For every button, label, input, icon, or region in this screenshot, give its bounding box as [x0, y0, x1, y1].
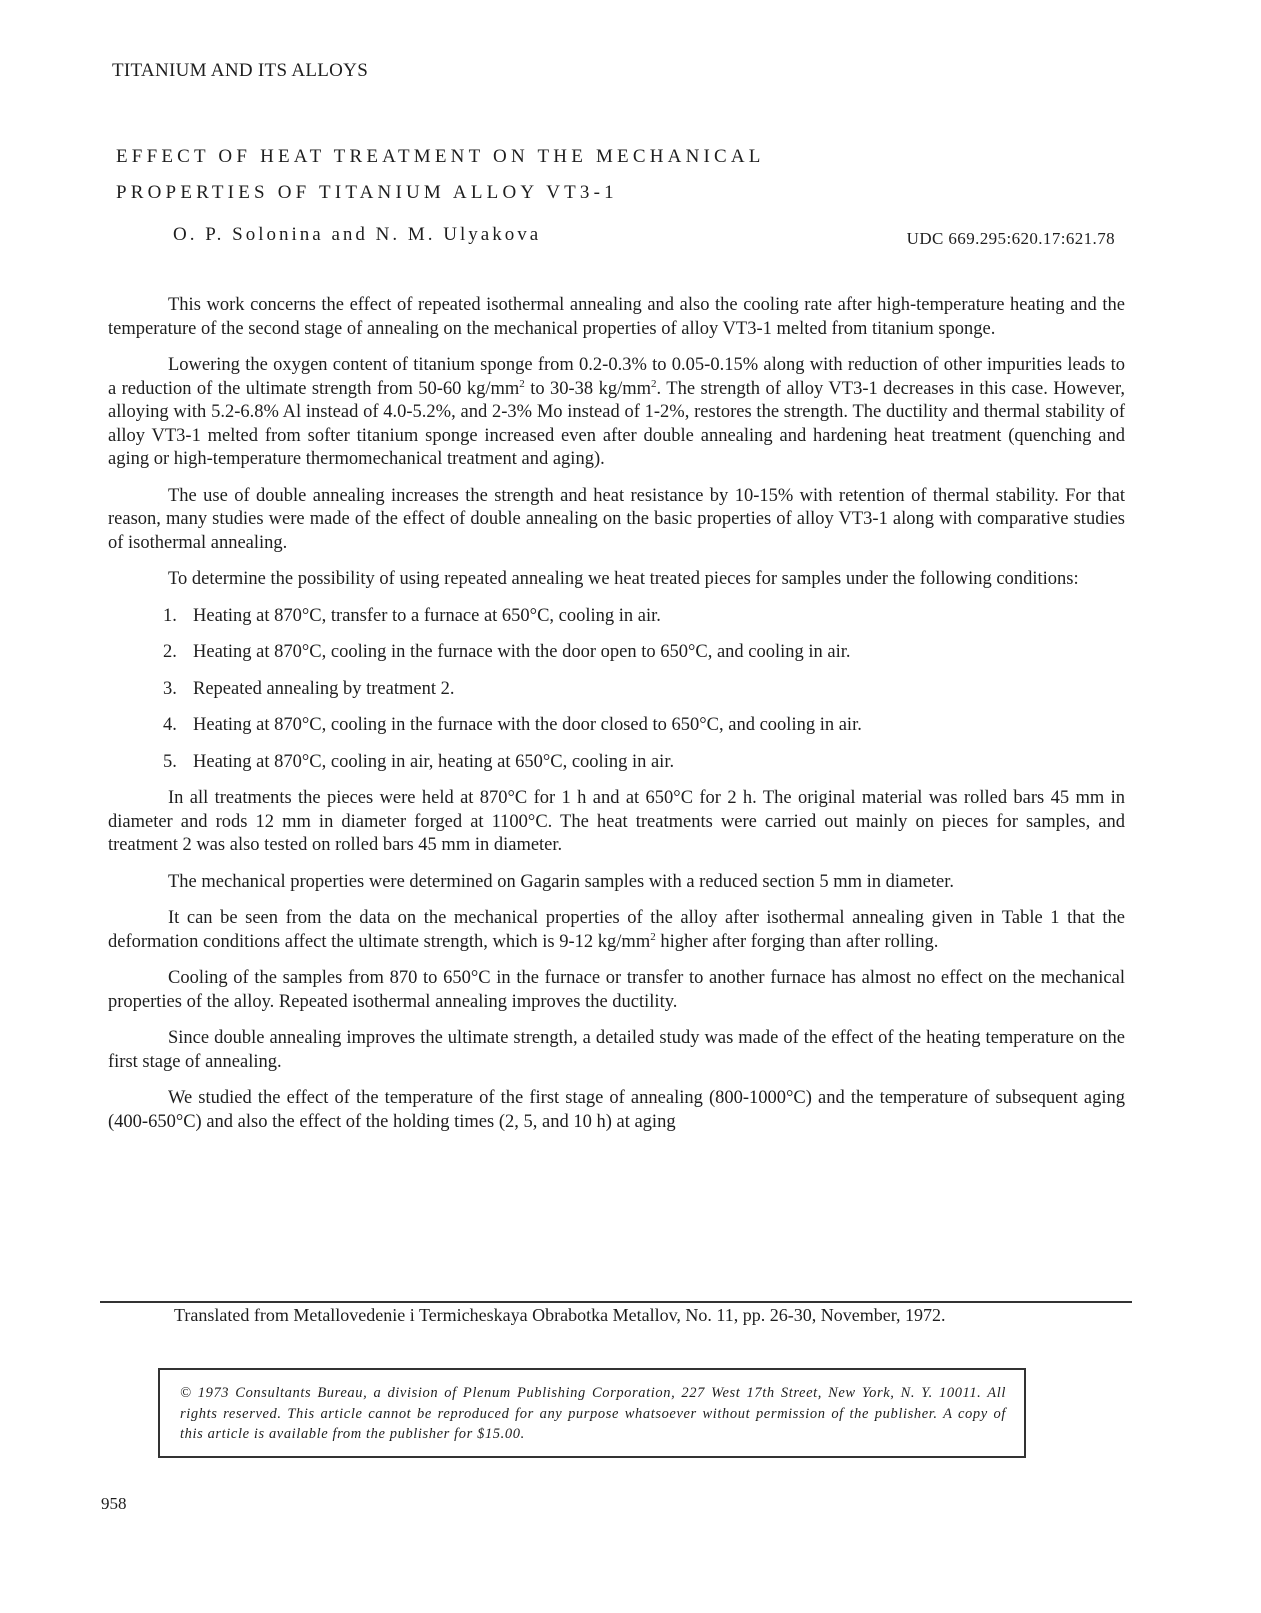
paragraph-4: To determine the possibility of using repeated annealing we heat treated pieces for samples under the following conditions:	[168, 569, 1079, 589]
paragraph-3: The use of double annealing increases the strength and heat resistance by 10-15% with retention of thermal stability. For that reason, many studies were made of the effect of double annealing on the basic properties of alloy VT3-1 along with comparative studies of isothermal annealing.	[108, 485, 1125, 553]
list-item-text: Heating at 870°C, cooling in the furnace with the door open to 650°C, and cooling in air.	[193, 642, 851, 662]
paragraph-5: In all treatments the pieces were held at 870°C for 1 h and at 650°C for 2 h. The original material was rolled bars 45 mm in diameter and rods 12 mm in diameter forged at 1100°C. The heat treatments were carried out mainly on pieces for samples, and treatment 2 was also tested on rolled bars 45 mm in diameter.	[108, 788, 1125, 855]
list-item	[163, 641, 1125, 665]
paragraph-2-part-c: . The strength of alloy VT3-1 decreases in this case. However, alloying with 5.2-6.8% Al instead of 4.0-5.2%, and 2-3% Mo instead of 1-2%, restores the strength. The ductility and thermal stability of alloy VT3-1 melted from softer titanium sponge increased even after double annealing and hardening heat treatment (quenching and aging or high-temperature thermomechanical treatment and aging).	[108, 378, 1125, 469]
paragraph-2-part-b: to 30-38 kg/mm	[524, 378, 652, 399]
paragraph-2	[108, 354, 1125, 472]
paragraph-2-part-a: Lowering the oxygen content of titanium sponge from 0.2-0.3% to 0.05-0.15% along with reduction of other impurities leads to a reduction of the ultimate strength from 50-60 kg/mm	[108, 355, 1125, 399]
superscript: 2	[519, 377, 525, 390]
copyright-notice: © 1973 Consultants Bureau, a division of Plenum Publishing Corporation, 227 West 17th Street, New York, N. Y. 10011. All rights reserved. This article cannot be reproduced for any purpose whatsoever without permission of the publisher. A copy of this article is available from the publisher for $15.00.	[158, 1368, 1026, 1458]
list-item	[163, 605, 1125, 629]
article-title-line-1: EFFECT OF HEAT TREATMENT ON THE MECHANICAL	[116, 146, 765, 167]
article-authors: O. P. Solonina and N. M. Ulyakova	[173, 224, 542, 245]
list-item	[163, 751, 1125, 775]
list-item-number: 5.	[163, 751, 177, 772]
page-number: 958	[101, 1494, 127, 1513]
paragraph-1: This work concerns the effect of repeated isothermal annealing and also the cooling rate after high-temperature heating and the temperature of the second stage of annealing on the mechanical properties of alloy VT3-1 melted from titanium sponge.	[108, 295, 1125, 339]
list-item-text: Repeated annealing by treatment 2.	[193, 678, 455, 699]
list-item-text: Heating at 870°C, cooling in air, heating at 650°C, cooling in air.	[193, 751, 675, 772]
udc-code: UDC 669.295:620.17:621.78	[906, 229, 1115, 248]
article-title-line-2: PROPERTIES OF TITANIUM ALLOY VT3-1	[116, 182, 618, 203]
paragraph-7	[108, 907, 1125, 954]
paragraph-8: Cooling of the samples from 870 to 650°C in the furnace or transfer to another furnace has almost no effect on the mechanical properties of the alloy. Repeated isothermal annealing improves the ductility.	[108, 968, 1125, 1012]
paragraph-9: Since double annealing improves the ultimate strength, a detailed study was made of the effect of the heating temperature on the first stage of annealing.	[108, 1028, 1125, 1072]
list-item	[163, 678, 1125, 702]
list-item-number: 2.	[163, 642, 177, 662]
list-item-number: 4.	[163, 715, 177, 735]
paragraph-7-part-a: It can be seen from the data on the mechanical properties of the alloy after isothermal annealing given in Table 1 that the deformation conditions affect the ultimate strength, which is 9-12 kg/mm	[108, 908, 1125, 952]
treatment-list	[108, 605, 1125, 775]
superscript: 2	[650, 930, 656, 943]
journal-section-header: TITANIUM AND ITS ALLOYS	[112, 60, 369, 81]
paragraph-10: We studied the effect of the temperature of the first stage of annealing (800-1000°C) and the temperature of subsequent aging (400-650°C) and also the effect of the holding times (2, 5, and 10 h) at aging	[108, 1088, 1125, 1132]
footnote-divider	[100, 1301, 1132, 1303]
article-title	[116, 139, 765, 211]
paragraph-6: The mechanical properties were determined on Gagarin samples with a reduced section 5 mm in diameter.	[168, 871, 954, 892]
superscript: 2	[651, 377, 657, 390]
list-item-number: 3.	[163, 678, 177, 699]
list-item-text: Heating at 870°C, transfer to a furnace at 650°C, cooling in air.	[193, 605, 661, 626]
list-item-text: Heating at 870°C, cooling in the furnace with the door closed to 650°C, and cooling in air.	[193, 715, 862, 735]
paragraph-7-part-b: higher after forging than after rolling.	[655, 931, 939, 952]
list-item	[163, 714, 1125, 738]
translation-footnote: Translated from Metallovedenie i Termicheskaya Obrabotka Metallov, No. 11, pp. 26-30, November, 1972.	[174, 1305, 946, 1325]
article-body	[108, 294, 1125, 1147]
list-item-number: 1.	[163, 605, 177, 626]
